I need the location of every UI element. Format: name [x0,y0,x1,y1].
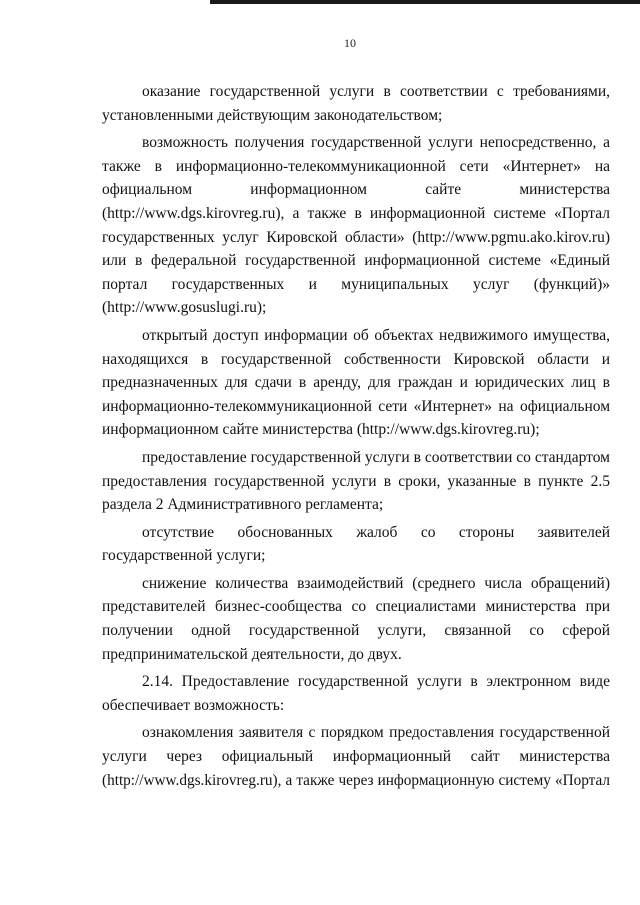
text-line: (http://www.dgs.kirovreg.ru), а также в информационной системе «Портал [102,204,610,222]
text-line: снижение количества взаимодействий (среднего числа обращений) [142,574,610,592]
document-body [102,80,610,792]
text-line: находящихся в государственной собственности Кировской области и [102,350,610,368]
text-line: представителей бизнес-сообщества со специалистами министерства при [102,598,610,616]
text-line: предпринимательской деятельности, до двух. [102,645,402,663]
paragraph [102,80,610,127]
text-line: ознакомления заявителя с порядком предоставления государственной [142,724,610,742]
text-line: предназначенных для сдачи в аренду, для граждан и юридических лиц в [102,374,610,392]
paragraph [102,670,610,717]
text-line: информационном сайте министерства (http://www.dgs.kirovreg.ru); [102,421,540,439]
paragraph [102,721,610,792]
text-line: открытый доступ информации об объектах недвижимого имущества, [142,326,610,344]
paragraph [102,521,610,568]
text-line: раздела 2 Административного регламента; [102,496,384,514]
text-line: предоставления государственной услуги в сроки, указанные в пункте 2.5 [102,472,610,490]
text-line: (http://www.dgs.kirovreg.ru), а также через информационную систему «Портал [102,771,610,789]
text-line: отсутствие обоснованных жалоб со стороны заявителей [142,523,610,541]
text-line: возможность получения государственной услуги непосредственно, а [142,134,610,152]
text-line: государственной услуги; [102,547,266,565]
paragraph [102,446,610,517]
text-line: услуги через официальный информационный сайт министерства [102,748,610,766]
text-line: оказание государственной услуги в соответствии с требованиями, [142,83,610,100]
paragraph [102,131,610,320]
text-line: или в федеральной государственной информационной системе «Единый [102,252,610,270]
text-line: портал государственных и муниципальных услуг (функций)» [102,275,610,293]
text-line: также в информационно-телекоммуникационной сети «Интернет» на [102,157,610,175]
text-line: установленными действующим законодательством; [102,106,443,124]
text-line: государственных услуг Кировской области» (http://www.pgmu.ako.kirov.ru) [102,228,610,246]
paragraph [102,572,610,666]
paragraph [102,324,610,442]
page-number: 10 [344,36,356,50]
text-line: обеспечивает возможность: [102,696,285,714]
text-line: информационно-телекоммуникационной сети «Интернет» на официальном [102,397,610,415]
text-line: предоставление государственной услуги в соответствии со стандартом [142,448,610,466]
text-line: официальном информационном сайте министерства [102,181,610,199]
scan-edge [210,0,640,4]
text-line: получении одной государственной услуги, связанной со сферой [102,622,610,640]
text-line: 2.14. Предоставление государственной услуги в электронном виде [142,673,610,691]
text-line: (http://www.gosuslugi.ru); [102,299,267,317]
